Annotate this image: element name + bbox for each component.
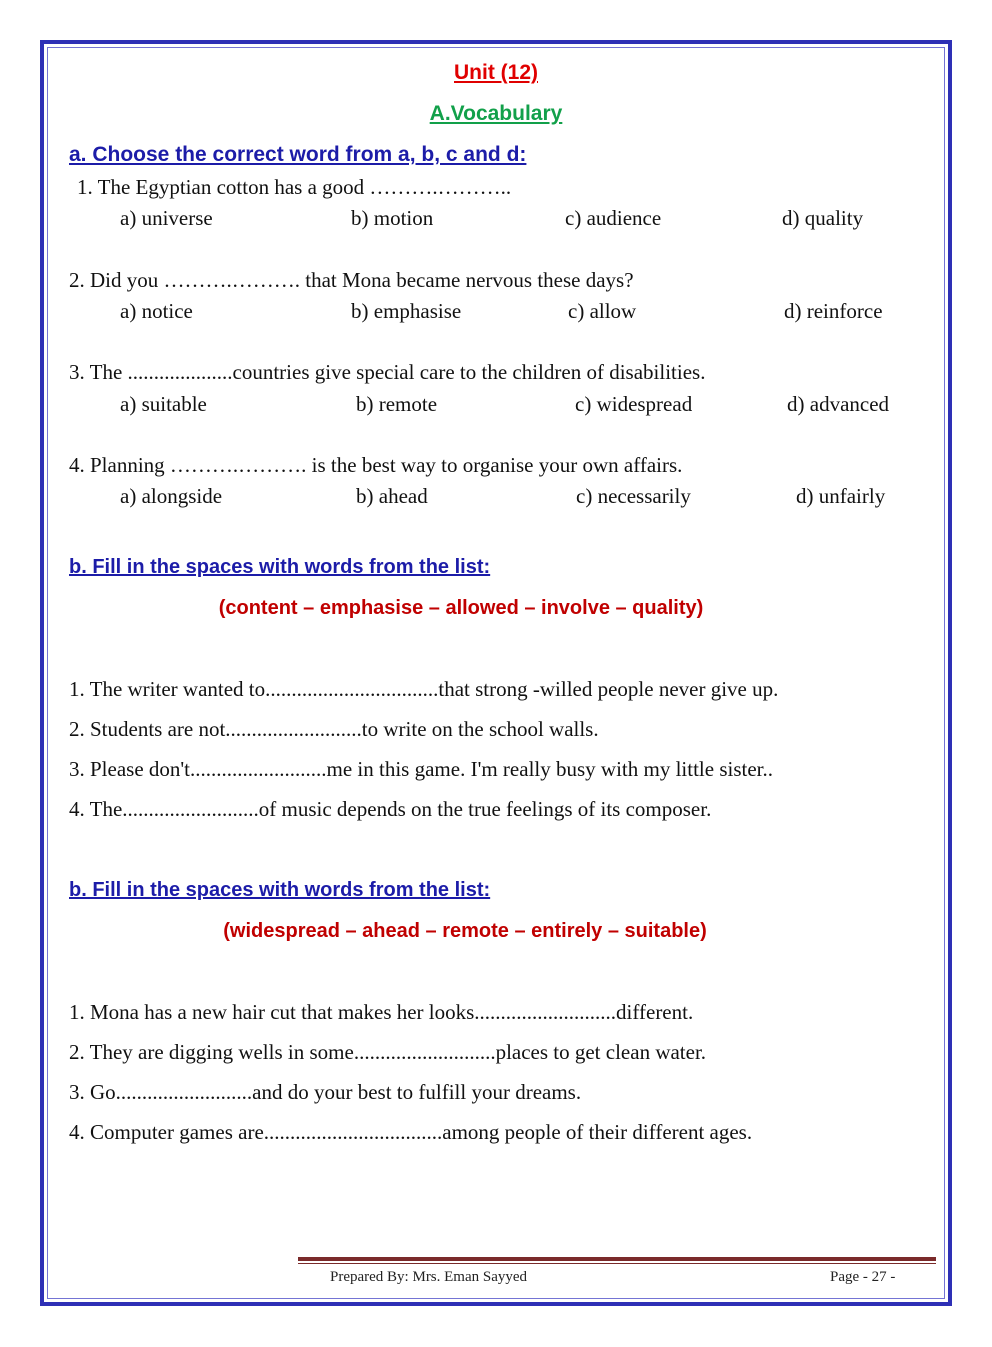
fill-sentence: 4. The..........................of music depends on the true feelings of its composer.	[69, 797, 712, 821]
option: b) motion	[351, 206, 434, 230]
option: a) alongside	[120, 484, 223, 508]
word-list: (widespread – ahead – remote – entirely – suitable)	[223, 920, 707, 942]
section-title: A.Vocabulary	[429, 102, 563, 125]
fill-sentence: 2. They are digging wells in some...........................places to get clean water.	[69, 1040, 707, 1064]
fill-sentence: 1. The writer wanted to.................................that strong -willed people never give up.	[69, 677, 779, 701]
fill-sentence: 2. Students are not..........................to write on the school walls.	[69, 717, 599, 741]
option: b) emphasise	[351, 299, 462, 323]
option: d) reinforce	[784, 299, 883, 323]
option: a) suitable	[120, 392, 207, 416]
option: d) unfairly	[796, 484, 886, 508]
section-b-heading: b. Fill in the spaces with words from the list:	[69, 556, 491, 578]
page-border-inner	[47, 47, 945, 1299]
footer-rule-thin	[298, 1263, 936, 1264]
unit-title: Unit (12)	[454, 61, 538, 84]
question-stem: 4. Planning ……….………. is the best way to organise your own affairs.	[69, 453, 683, 477]
footer-rule	[298, 1257, 936, 1261]
option: c) widespread	[575, 392, 693, 416]
question-stem: 2. Did you ……….………. that Mona became nervous these days?	[69, 268, 634, 292]
footer-author: Prepared By: Mrs. Eman Sayyed	[330, 1269, 528, 1285]
footer-page-number: Page - 27 -	[830, 1269, 896, 1285]
option: b) remote	[356, 392, 438, 416]
option: a) universe	[120, 206, 213, 230]
option: a) notice	[120, 299, 193, 323]
option: d) quality	[782, 206, 864, 230]
section-a-heading: a. Choose the correct word from a, b, c and d:	[69, 143, 527, 166]
question-stem: 1. The Egyptian cotton has a good ……….………..	[77, 175, 512, 199]
option: b) ahead	[356, 484, 428, 508]
fill-sentence: 3. Go..........................and do your best to fulfill your dreams.	[69, 1080, 582, 1104]
fill-sentence: 1. Mona has a new hair cut that makes her looks...........................different.	[69, 1000, 694, 1024]
fill-sentence: 3. Please don't..........................me in this game. I'm really busy with my little sister..	[69, 757, 773, 781]
option: c) allow	[568, 299, 637, 323]
fill-sentence: 4. Computer games are..................................among people of their different ages.	[69, 1120, 753, 1144]
option: c) audience	[565, 206, 662, 230]
option: c) necessarily	[576, 484, 691, 508]
question-stem: 3. The ....................countries give special care to the children of disabilities.	[69, 360, 706, 384]
word-list: (content – emphasise – allowed – involve – quality)	[218, 597, 704, 619]
option: d) advanced	[787, 392, 890, 416]
section-b-heading: b. Fill in the spaces with words from the list:	[69, 879, 491, 901]
